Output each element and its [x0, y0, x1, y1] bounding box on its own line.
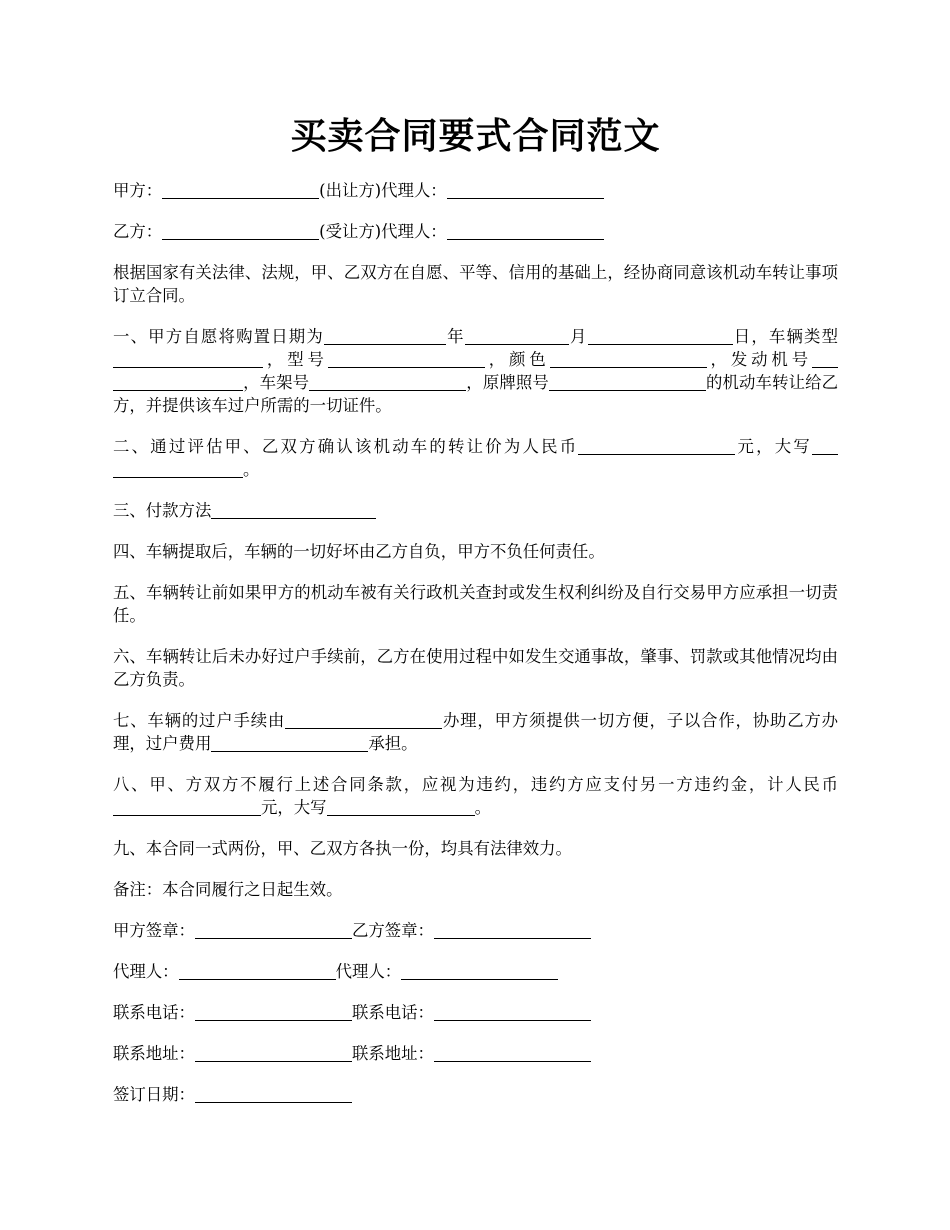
clause-2-capital-label: 元，大写	[735, 437, 813, 456]
frame-blank	[309, 373, 466, 391]
party-a-address-blank	[195, 1044, 352, 1062]
month-label: 月	[568, 327, 588, 346]
penalty-capital-blank	[327, 798, 475, 816]
clause-4: 四、车辆提取后，车辆的一切好坏由乙方自负，甲方不负任何责任。	[113, 542, 605, 561]
transfer-fee-blank	[211, 734, 368, 752]
clause-8-capital-label: 元，大写	[261, 798, 327, 817]
clause-1-end: 的机动车转让给乙方，并提供该车过户所需的一切证件。	[113, 373, 839, 415]
party-b-address-label: 联系地址：	[351, 1044, 434, 1063]
engine-label: ，发动机号	[706, 350, 813, 369]
party-b-address-blank	[434, 1044, 591, 1062]
party-a-seal-blank	[195, 921, 352, 939]
clause-7	[113, 709, 838, 755]
vehicle-type-blank	[113, 350, 263, 368]
party-a-phone-label: 联系电话：	[113, 1003, 195, 1022]
address-line	[113, 1042, 838, 1065]
party-a-phone-blank	[195, 1003, 352, 1021]
seal-line	[113, 919, 838, 942]
clause-8	[113, 773, 838, 819]
party-a-agent-blank	[447, 181, 604, 199]
purchase-year-blank	[324, 327, 446, 345]
clause-3-text: 三、付款方法	[113, 501, 212, 520]
party-a-address-label: 联系地址：	[113, 1044, 195, 1063]
party-b-sign-agent-blank	[401, 962, 558, 980]
note: 备注：本合同履行之日起生效。	[113, 880, 343, 899]
party-a-role: (出让方)代理人：	[319, 181, 447, 200]
party-a-label: 甲方：	[113, 181, 163, 200]
purchase-day-blank	[588, 327, 733, 345]
year-label: 年	[445, 327, 465, 346]
penalty-blank	[113, 798, 261, 816]
clause-7-end: 承担。	[368, 734, 418, 753]
model-blank	[328, 350, 485, 368]
clause-3	[113, 499, 838, 522]
purchase-month-blank	[465, 327, 569, 345]
document-title: 买卖合同要式合同范文	[290, 115, 661, 157]
engine-blank-part1	[812, 350, 838, 368]
party-b-phone-label: 联系电话：	[351, 1003, 434, 1022]
clause-7-middle: 办理，甲方须提供一切方便，子以合作，协助乙方办理，过户费用	[113, 711, 839, 753]
party-b-agent-blank	[447, 222, 604, 240]
party-a-blank	[162, 181, 319, 199]
clause-1	[113, 325, 838, 417]
engine-blank-part2	[113, 373, 243, 391]
clause-5: 五、车辆转让前如果甲方的机动车被有关行政机关查封或发生权利纠纷及自行交易甲方应承担一切责任。	[113, 583, 838, 625]
party-b-seal-blank	[434, 921, 591, 939]
frame-label: ，车架号	[243, 373, 310, 392]
signing-date-blank	[195, 1085, 352, 1103]
party-b-seal-label: 乙方签章：	[351, 921, 434, 940]
date-line	[113, 1083, 838, 1106]
intro-paragraph: 根据国家有关法律、法规，甲、乙双方在自愿、平等、信用的基础上，经协商同意该机动车转让事项订立合同。	[113, 263, 838, 305]
model-label: ，型号	[263, 350, 328, 369]
party-a-agent-label: 代理人：	[113, 962, 179, 981]
clause-9: 九、本合同一式两份，甲、乙双方各执一份，均具有法律效力。	[113, 839, 572, 858]
clause-6: 六、车辆转让后未办好过户手续前，乙方在使用过程中如发生交通事故，肇事、罚款或其他情况均由乙方负责。	[113, 647, 838, 689]
color-blank	[550, 350, 707, 368]
price-capital-blank-part1	[812, 437, 838, 455]
party-b-agent-label: 代理人：	[335, 962, 402, 981]
party-b-role: (受让方)代理人：	[319, 222, 447, 241]
party-b-label: 乙方：	[113, 222, 163, 241]
signing-date-label: 签订日期：	[113, 1085, 195, 1104]
payment-method-blank	[211, 501, 376, 519]
price-capital-blank-part2	[113, 460, 243, 478]
plate-label: ，原牌照号	[466, 373, 549, 392]
color-label: ，颜色	[484, 350, 550, 369]
price-blank	[578, 437, 735, 455]
agent-line	[113, 960, 838, 983]
party-b-phone-blank	[434, 1003, 591, 1021]
party-a-sign-agent-blank	[179, 962, 336, 980]
clause-8-text: 八、甲、方双方不履行上述合同条款，应视为违约，违约方应支付另一方违约金，计人民币	[113, 775, 838, 794]
party-a-line	[113, 179, 838, 202]
clause-8-end: 。	[474, 798, 491, 817]
clause-1-text: 一、甲方自愿将购置日期为	[113, 327, 324, 346]
day-vehicle-type-label: 日，车辆类型	[732, 327, 839, 346]
clause-2	[113, 435, 838, 481]
plate-blank	[549, 373, 706, 391]
clause-2-text: 二、通过评估甲、乙双方确认该机动车的转让价为人民币	[113, 437, 579, 456]
party-b-line	[113, 220, 838, 243]
phone-line	[113, 1001, 838, 1024]
party-a-seal-label: 甲方签章：	[113, 921, 195, 940]
clause-2-end: 。	[243, 460, 260, 479]
party-b-blank	[162, 222, 319, 240]
transfer-handler-blank	[285, 711, 442, 729]
clause-7-text: 七、车辆的过户手续由	[113, 711, 286, 730]
